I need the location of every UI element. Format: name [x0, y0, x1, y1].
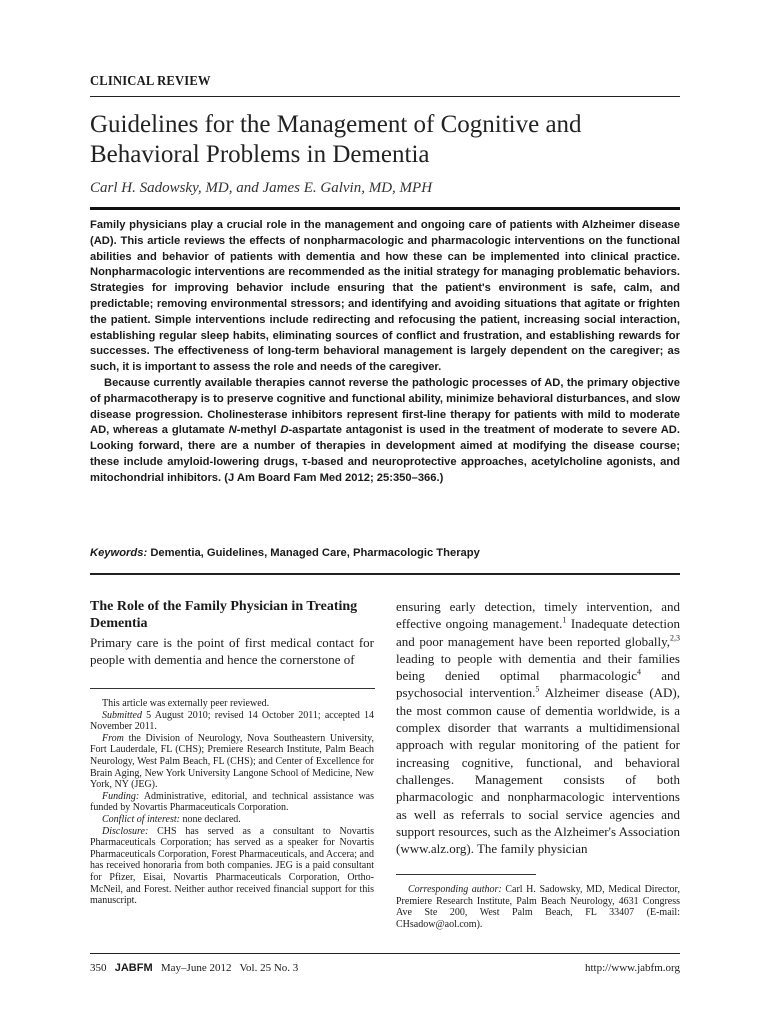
corresponding-text: Carl H. Sadowsky, MD, Medical Director, Premiere Research Institute, Palm Beach Neurology, 4631 Congress Ave Ste 200, West Palm Beach, FL 33407 (E-mail: CHsadow@aol.com).	[396, 884, 680, 930]
keywords	[90, 547, 680, 559]
footnote-submitted: Submitted 5 August 2010; revised 14 October 2011; accepted 14 November 2011.	[90, 709, 374, 733]
keywords-label: Keywords:	[90, 547, 148, 559]
left-column	[90, 598, 374, 669]
footnote-conflict: Conflict of interest: none declared.	[102, 813, 241, 825]
right-column	[396, 598, 680, 857]
footnote-funding: Funding: Administrative, editorial, and technical assistance was funded by Novartis Pharmaceuticals Corporation.	[90, 790, 374, 814]
abstract-paragraph-1: Family physicians play a crucial role in the management and ongoing care of patients with Alzheimer disease (AD). This article reviews the effects of nonpharmacologic and pharmacologic interventions on the functional abilities and behavior of patients with dementia and how these can be implemented into clinical practice. Nonpharmacologic interventions are recommended as the initial strategy for managing problematic behaviors. Strategies for improving behavior include ensuring that the patient's environment is safe, calm, and predictable; removing environmental stressors; and identifying and avoiding situations that agitate or frighten the patient. Simple interventions include redirecting and refocusing the patient, increasing social interaction, establishing regular sleep habits, eliminating sources of conflict and frustration, and establishing rewards for successes. The effectiveness of long-term behavioral management is largely dependent on the caregiver; as such, it is important to assess the role and needs of the caregiver.	[90, 219, 680, 374]
article-title: Guidelines for the Management of Cognitive and Behavioral Problems in Dementia	[90, 111, 582, 168]
abstract-paragraph-2: Because currently available therapies cannot reverse the pathologic processes of AD, the primary objective of pharmacotherapy is to preserve cognitive and functional ability, minimize behavioral disturbances, and slow disease progression. Cholinesterase inhibitors represent first-line therapy for patients with mild to moderate AD, whereas a glutamate N-methyl D-aspartate antagonist is used in the treatment of moderate to severe AD. Looking forward, there are a number of therapies in development aimed at modifying the disease course; these include amyloid-lowering drugs, τ-based and neuroprotective approaches, acetylcholine agonists, and mitochondrial inhibitors. (J Am Board Fam Med 2012; 25:350–366.)	[90, 376, 680, 484]
section-heading: The Role of the Family Physician in Treating Dementia	[90, 599, 358, 631]
journal-name: JABFM	[114, 962, 153, 974]
corresponding-rule	[396, 874, 536, 875]
left-column-body: Primary care is the point of first medical contact for people with dementia and hence the cornerstone of	[90, 635, 374, 668]
header-rule	[90, 96, 680, 97]
abstract-bottom-rule	[90, 573, 680, 575]
footnotes	[90, 698, 374, 907]
footer-citation	[90, 962, 298, 974]
page-number: 350	[90, 962, 107, 974]
corresponding-author	[396, 884, 680, 930]
footnote-affiliations: From the Division of Neurology, Nova Southeastern University, Fort Lauderdale, FL (CHS); Premiere Research Institute, Palm Beach Neurology, West Palm Beach, FL (CHS); and Center of Excellence for Brain Aging, New York University Langone School of Medicine, New York, NY (JEG).	[90, 732, 374, 791]
keywords-text: Dementia, Guidelines, Managed Care, Pharmacologic Therapy	[150, 547, 480, 559]
footer-rule	[90, 953, 680, 954]
corresponding-label: Corresponding author:	[408, 884, 502, 895]
journal-issue: May–June 2012 Vol. 25 No. 3	[160, 962, 299, 974]
journal-url[interactable]: http://www.jabfm.org	[584, 962, 680, 974]
article-authors: Carl H. Sadowsky, MD, and James E. Galvin, MD, MPH	[90, 180, 433, 196]
footnote-disclosure: Disclosure: CHS has served as a consultant to Novartis Pharmaceuticals Corporation; has served as a speaker for Novartis Pharmaceuticals Corporation, Forest Pharmaceuticals, and Accera; and has received honoraria from both companies. JEG is a paid consultant for Pfizer, Eisai, Novartis Pharmaceuticals Corporation, Ortho-McNeil, and Forest. Neither author received financial support for this manuscript.	[90, 825, 374, 907]
footnote-review: This article was externally peer reviewed.	[102, 698, 270, 709]
footnote-rule	[90, 688, 375, 689]
abstract	[90, 218, 680, 487]
abstract-top-rule	[90, 207, 680, 210]
section-label: CLINICAL REVIEW	[90, 74, 211, 89]
right-column-body: ensuring early detection, timely intervention, and effective ongoing management.$^1$ Inadequate detection and poor management have been reported globally,$^{2,3}$ leading to people with dementia and their families being denied optimal pharmacologic$^4$ and psychosocial intervention.$^5$ Alzheimer disease (AD), the most common cause of dementia worldwide, is a complex disorder that warrants a multidimensional approach with regular monitoring of the patient for increasing cognitive, functional, and behavioral challenges. Management consists of both pharmacologic and nonpharmacologic interventions as well as referrals to social service agencies and support resources, such as the Alzheimer's Association (www.alz.org). The family physician	[396, 599, 681, 857]
